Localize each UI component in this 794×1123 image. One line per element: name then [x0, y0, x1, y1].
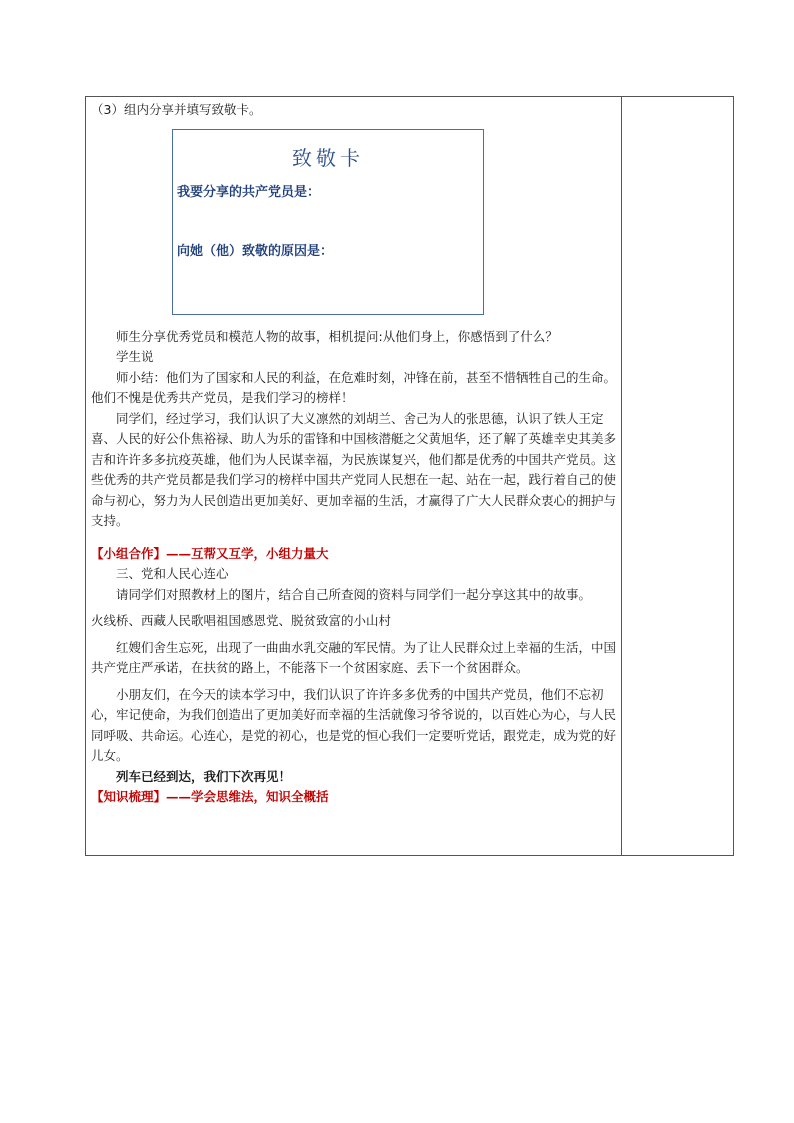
paragraph-review: 同学们，经过学习，我们认识了大义凛然的刘胡兰、舍己为人的张思德，认识了铁人王定喜、人民的好公仆焦裕禄、助人为乐的雷锋和中国核潜艇之父黄旭华，还了解了英雄幸史其美多吉和许许多多抗疫英雄，他们为人民谋幸福，为民族谋复兴，他们都是优秀的中国共产党员。这些优秀的共产党员都是我们学习的榜样中国共产党同人民想在一起、站在一起，践行着自己的使命与初心，努力为人民创造出更加美好、更加幸福的生活，才赢得了广大人民群众衷心的拥护与支持。	[91, 410, 617, 528]
paragraph-conclusion: 小朋友们，在今天的读本学习中，我们认识了许许多多优秀的中国共产党员，他们不忘初心，牢记使命，为我们创造出了更加美好而幸福的生活就像习爷爷说的，以百姓心为心，与人民同呼吸、共命运。心连心，是党的初心，也是党的恒心我们一定要听党话，跟党走，成为党的好儿女。	[91, 686, 617, 763]
paragraph-story-list: 火线桥、西藏人民歌唱祖国感恩党、脱贫致富的小山村	[91, 613, 392, 628]
tribute-card-prompt-member: 我要分享的共产党员是：	[177, 184, 321, 200]
column-divider	[621, 97, 622, 855]
part3-heading: 三、党和人民心连心	[116, 566, 229, 581]
step-3-instruction: （3）组内分享并填写致敬卡。	[91, 102, 262, 117]
paragraph-teacher-summary: 师小结：他们为了国家和人民的利益，在危难时刻，冲锋在前，甚至不惜牺牲自己的生命。他们不愧是优秀共产党员，是我们学习的榜样！	[91, 369, 617, 405]
paragraph-students-say: 学生说	[116, 349, 154, 364]
paragraph-red-sisters: 红嫂们舍生忘死，出现了一曲曲水乳交融的军民情。为了让人民群众过上幸福的生活，中国共产党庄严承诺，在扶贫的路上，不能落下一个贫困家庭、丢下一个贫困群众。	[91, 639, 617, 675]
lesson-table	[85, 96, 734, 856]
section-knowledge-summary: 【知识梳理】——学会思维法，知识全概括	[91, 789, 329, 804]
tribute-card-prompt-reason: 向她（他）致敬的原因是：	[177, 243, 334, 259]
section-group-cooperation: 【小组合作】——互帮又互学，小组力量大	[91, 545, 329, 561]
closing-line: 列车已经到达，我们下次再见！	[116, 768, 292, 784]
paragraph-share-question: 师生分享优秀党员和模范人物的故事，相机提问:从他们身上，你感悟到了什么？	[116, 328, 558, 344]
lesson-content-cell	[91, 100, 619, 808]
tribute-card	[172, 129, 484, 315]
paragraph-share-stories: 请同学们对照教材上的图片，结合自己所查阅的资料与同学们一起分享这其中的故事。	[116, 586, 592, 602]
tribute-card-title: 致敬卡	[292, 145, 364, 170]
